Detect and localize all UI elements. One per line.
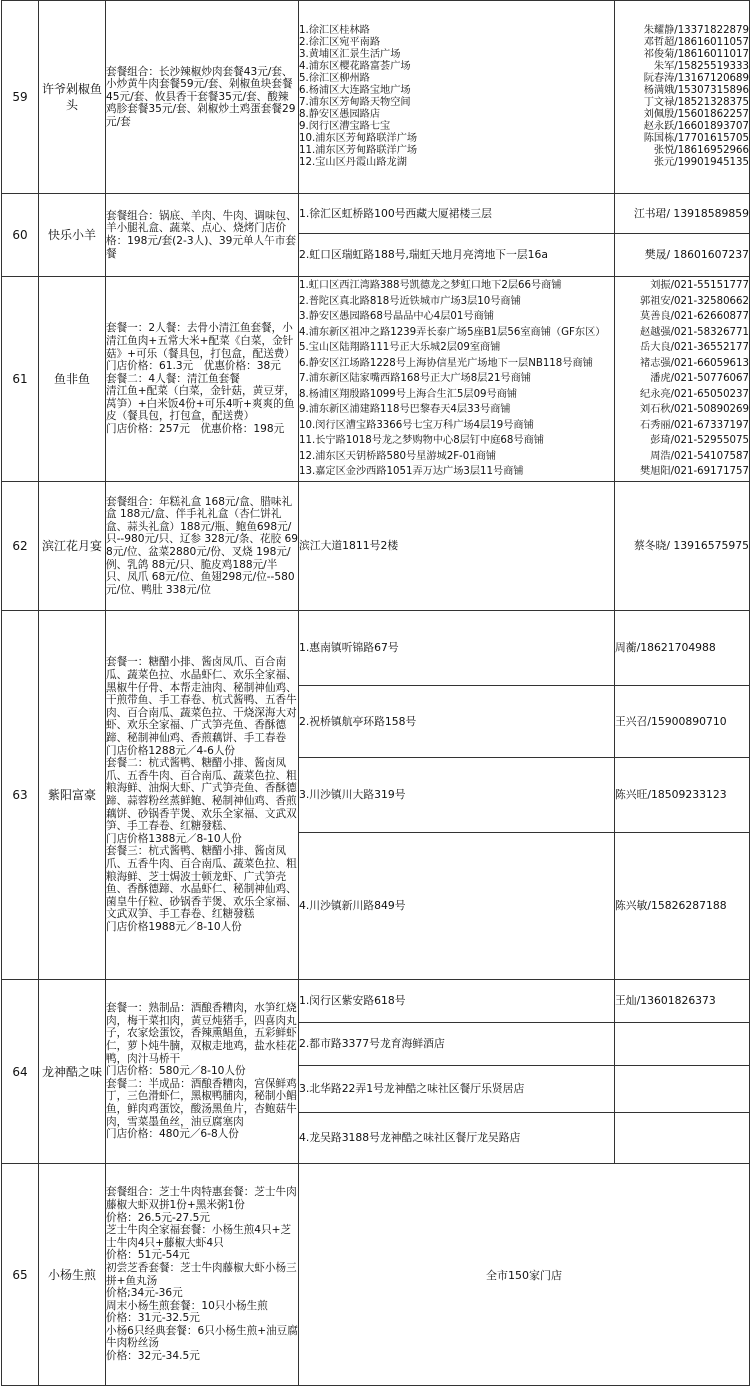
package-line: 周末小杨生煎套餐：10只小杨生煎 — [106, 1299, 268, 1312]
store-contact: 褚志强/021-66059613 — [640, 357, 749, 369]
store-contact: 王灿/13601826373 — [615, 980, 750, 1023]
store-contact — [615, 1113, 750, 1164]
package-description — [106, 1164, 299, 1386]
store-contact: 赵越强/021-58326771 — [640, 326, 749, 338]
store-address: 2.都市路3377号龙育海鲜酒店 — [299, 1023, 615, 1066]
package-line: 套餐一：2人餐：去骨小清江鱼套餐，小清江鱼肉+五常大米+配菜《白菜，金针菇》+可乐（餐具包，打包盒，配送费） — [106, 322, 295, 360]
package-description — [106, 611, 299, 980]
store-contact: 张悦/18616952966 — [653, 145, 749, 156]
package-line: 小杨6只经典套餐：6只小杨生煎+油豆腐牛肉粉丝汤 — [106, 1324, 298, 1350]
store-contact: 周蘅/18621704988 — [615, 611, 750, 686]
store-contact: 周浩/021-54107587 — [650, 450, 749, 462]
store-address: 6.静安区江场路1228号上海协信星光广场地下一层NB118号商铺 — [299, 357, 593, 369]
store-contact: 郭祖安/021-32580662 — [640, 295, 749, 307]
store-address: 7.浦东区芳甸路天物空间 — [299, 97, 411, 108]
store-contact: 江书珺/ 13918589859 — [615, 194, 750, 234]
table-row-60 — [2, 194, 750, 234]
store-address: 1.徐汇区桂林路 — [299, 25, 370, 36]
store-address: 5.宝山区陆翔路111号正大乐城2层09室商铺 — [299, 342, 501, 354]
store-address: 8.静安区愚园路店 — [299, 109, 381, 120]
store-contact: 岳大良/021-36552177 — [640, 342, 749, 354]
store-contact: 杨满娥/15307315896 — [643, 85, 749, 96]
row-number: 61 — [2, 277, 39, 482]
restaurant-name: 小杨生煎 — [39, 1164, 106, 1386]
restaurant-name: 鱼非鱼 — [39, 277, 106, 482]
store-address: 4.浦东区樱花路富荟广场 — [299, 61, 411, 72]
store-contact: 祁俊菊/18616011017 — [643, 49, 749, 60]
store-contact: 樊晟/ 18601607237 — [615, 234, 750, 277]
table-row-59 — [2, 1, 750, 194]
store-contact: 陈国栋/17701615705 — [643, 133, 749, 144]
store-contact: 蔡冬晓/ 13916575975 — [615, 482, 750, 611]
restaurant-name: 滨江花月宴 — [39, 482, 106, 611]
store-address: 6.杨浦区大连路宝地广场 — [299, 85, 411, 96]
package-line: 套餐组合：芝士牛肉特惠套餐：芝士牛肉藤椒大虾双拼1份+黑米粥1份 — [106, 1186, 297, 1211]
store-contact: 刘石秋/021-50890269 — [640, 404, 749, 416]
store-table — [1, 0, 750, 1386]
store-contact: 刘振/021-55151777 — [650, 280, 749, 292]
package-line: 门店价格：257元 优惠价格：198元 — [106, 423, 285, 436]
table-row-64 — [2, 980, 750, 1023]
package-line: 价格：32元-34.5元 — [106, 1350, 200, 1363]
store-address: 10.浦东区芳甸路联洋广场 — [299, 133, 418, 144]
row-number: 62 — [2, 482, 39, 611]
store-contact: 张元/19901945135 — [653, 157, 749, 168]
store-contact: 刘佩殷/15601862257 — [643, 109, 749, 120]
package-line: 套餐二：半成品：酒酿香糟肉，宫保鲜鸡丁，三色滑虾仁，黑椒鸭脯肉，秘制小鲳鱼，鲜肉鸡蛋饺，酸汤黑鱼片，杏鲍菇牛肉，雪菜墨鱼丝，油豆腐塞肉 — [106, 1077, 297, 1128]
package-line: 芝士牛肉全家福套餐：小杨生煎4只+芝士牛肉4只+藤椒大虾4只 — [106, 1224, 292, 1249]
store-contact: 石秀丽/021-67337197 — [640, 419, 749, 431]
store-address: 13.嘉定区金沙西路1051弄万达广场3层11号商铺 — [299, 466, 524, 478]
package-line: 套餐二：4人餐：清江鱼套餐 — [106, 372, 240, 385]
table-row-61 — [2, 277, 750, 482]
table-row-63 — [2, 611, 750, 686]
store-address: 3.川沙镇川大路319号 — [299, 758, 615, 833]
store-address: 2.徐汇区宛平南路 — [299, 37, 381, 48]
package-line: 门店价格：580元／8-10人份 — [106, 1065, 246, 1078]
store-contact — [615, 1023, 750, 1066]
store-address: 2.祝桥镇航亭环路158号 — [299, 686, 615, 758]
store-address-list — [299, 277, 615, 482]
package-line: 套餐三：杭式酱鸭、糖醋小排、酱卤凤爪、五香牛肉、百合南瓜、蔬菜色拉、粗粮海鲜、芝士焗波士顿龙虾、广式笋壳鱼、香酥德蹄、水晶虾仁、秘制神仙鸡、菌皇牛仔粒、砂锅香芋煲、欢乐全家福、文武双笋、手工春卷、红糖發糕 — [106, 845, 297, 921]
store-contact: 陈兴敏/15826287188 — [615, 833, 750, 980]
store-address: 滨江大道1811号2楼 — [299, 482, 615, 611]
restaurant-name: 快乐小羊 — [39, 194, 106, 277]
package-line: 门店价格1288元／4-6人份 — [106, 744, 236, 757]
package-line: 套餐一：糖醋小排、酱卤凤爪、百合南瓜、蔬菜色拉、水晶虾仁、欢乐全家福、黑椒牛仔骨、本帮走油肉、秘制神仙鸡、干煎带鱼、手工春卷、杭式酱鸭、五香牛肉、百合南瓜、蔬菜色拉、干烧深海大对虾、欢乐全家福、广式笋壳鱼、香酥德蹄、秘制神仙鸡、香煎藕饼、手工春卷 — [106, 656, 297, 745]
store-contact: 王兴召/15900890710 — [615, 686, 750, 758]
store-address: 10.闵行区漕宝路3366号七宝万科广场4层19号商铺 — [299, 419, 534, 431]
package-line: 价格：26.5元-27.5元 — [106, 1211, 210, 1224]
row-number: 63 — [2, 611, 39, 980]
package-line: 门店价格：480元／6-8人份 — [106, 1128, 239, 1141]
store-address: 8.杨浦区翔殷路1099号上海合生汇5层09号商铺 — [299, 388, 518, 400]
package-line: 门店价格1388元／8-10人份 — [106, 832, 242, 845]
store-address: 1.闵行区紫安路618号 — [299, 980, 615, 1023]
store-contact: 莫善良/021-62660877 — [640, 311, 749, 323]
store-address: 11.长宁路1018号龙之梦购物中心8层钉中庭68号商铺 — [299, 435, 544, 447]
store-summary: 全市150家门店 — [299, 1164, 750, 1386]
store-address: 1.徐汇区虹桥路100号西藏大厦裙楼三层 — [299, 194, 615, 234]
store-contact: 邓哲超/18616011057 — [643, 37, 749, 48]
store-contact: 陈兴旺/18509233123 — [615, 758, 750, 833]
store-contact: 赵永跃/16601893707 — [643, 121, 749, 132]
package-description: 套餐组合：年糕礼盒 168元/盒、腊味礼盒 188元/盒、伴手礼礼盒（杏仁饼礼盒、蒜头礼盒）188元/瓶、鲍鱼698元/只--980元/只、辽参 328元/条、花胶 698元/位、盆菜2880元/份、叉烧 198元/例、乳鸽 88元/只、脆皮鸡188元/半只、凤爪 68元/位、鱼翅298元/位--580元/位、鸭肚 338元/位 — [106, 482, 299, 611]
store-address: 1.虹口区西江湾路388号凯德龙之梦虹口地下2层66号商铺 — [299, 280, 562, 292]
store-address: 9.闵行区漕宝路七宝 — [299, 121, 391, 132]
package-line: 初尝芝香套餐：芝士牛肉藤椒大虾小杨三拼+鱼丸汤 — [106, 1261, 297, 1287]
package-line: 清江鱼+配菜（白菜，金针菇，黄豆芽，莴笋）+白米饭4份+可乐4听+爽爽的鱼皮（餐具包，打包盒，配送费） — [106, 385, 295, 423]
store-contact: 樊旭阳/021-69171757 — [640, 466, 749, 478]
store-address: 4.川沙镇新川路849号 — [299, 833, 615, 980]
package-line: 套餐二：杭式酱鸭、糖醋小排、酱卤凤爪、五香牛肉、百合南瓜、蔬菜色拉、粗粮海鲜、油焖大虾、广式笋壳鱼、香酥德蹄、蒜蓉粉丝蒸鲜鲍、秘制神仙鸡、香煎藕饼、砂锅香芋煲、欢乐全家福、文武双笋、手工春卷、红糖發糕、 — [106, 757, 297, 833]
package-line: 套餐一：熟制品：酒酿香糟肉，水笋红烧肉，梅干菜扣肉，黄豆炖猪手，四喜肉丸子，农家烩蛋饺，香辣熏鲳鱼，五彩鲜虾仁，萝卜炖牛腩，双椒走地鸡，盐水桂花鸭，肉汁马桥干 — [106, 1002, 297, 1065]
store-address: 2.普陀区真北路818号近铁城市广场3层10号商铺 — [299, 295, 521, 307]
store-address: 1.惠南镇听锦路67号 — [299, 611, 615, 686]
store-address: 12.宝山区丹霞山路龙湖 — [299, 157, 407, 168]
restaurant-name: 龙神酷之味 — [39, 980, 106, 1164]
package-description: 套餐组合：长沙辣椒炒肉套餐43元/套、小炒黄牛肉套餐59元/套、剁椒鱼块套餐45元/套、攸县香干套餐35元/套、酸辣鸡胗套餐35元/套、剁椒炒土鸡蛋套餐29元/套 — [106, 1, 299, 194]
package-description: 套餐组合：锅底、羊肉、牛肉、调味包、羊小腿礼盒、蔬菜、点心、烧烤门店价格：198元/套(2-3人)、39元单人午市套餐 — [106, 194, 299, 277]
store-contact — [615, 1066, 750, 1113]
store-contact: 彭琦/021-52955075 — [650, 435, 749, 447]
store-address: 12.浦东区天钥桥路580号星游城2F-01商铺 — [299, 450, 497, 462]
store-contact-list — [615, 277, 750, 482]
package-description — [106, 980, 299, 1164]
package-line: 门店价格：61.3元 优惠价格：38元 — [106, 360, 281, 373]
store-contact: 纪永亮/021-65050237 — [640, 388, 749, 400]
store-address-list — [299, 1, 615, 194]
row-number: 64 — [2, 980, 39, 1164]
store-address: 4.浦东新区祖冲之路1239弄长泰广场5座B1层56室商铺（GF东区） — [299, 326, 606, 338]
row-number: 65 — [2, 1164, 39, 1386]
store-address: 3.黄埔区汇景生活广场 — [299, 49, 401, 60]
table-row-62 — [2, 482, 750, 611]
store-contact: 朱军/15825519333 — [653, 61, 749, 72]
store-contact: 阮春涛/13167120689 — [643, 73, 749, 84]
restaurant-name: 紫阳富豪 — [39, 611, 106, 980]
store-contact: 潘虎/021-50776067 — [650, 373, 749, 385]
package-description — [106, 277, 299, 482]
store-address: 5.徐汇区柳州路 — [299, 73, 370, 84]
table-row-65 — [2, 1164, 750, 1386]
store-address: 4.龙吴路3188号龙神酷之味社区餐厅龙吴路店 — [299, 1113, 615, 1164]
store-contact: 丁文禄/18521328375 — [643, 97, 749, 108]
package-line: 门店价格1988元／8-10人份 — [106, 920, 242, 933]
row-number: 60 — [2, 194, 39, 277]
package-line: 价格;34元-36元 — [106, 1287, 183, 1300]
row-number: 59 — [2, 1, 39, 194]
store-contact: 朱耀静/13371822879 — [643, 25, 749, 36]
package-line: 价格：51元-54元 — [106, 1249, 190, 1262]
restaurant-name: 许爷剁椒鱼头 — [39, 1, 106, 194]
store-address: 11.浦东区芳甸路联洋广场 — [299, 145, 418, 156]
package-line: 价格：31元-32.5元 — [106, 1312, 200, 1325]
store-address: 7.浦东新区陆家嘴西路168号正大广场8层21号商铺 — [299, 373, 531, 385]
store-address: 9.浦东新区浦建路118号巴黎春天4层33号商铺 — [299, 404, 511, 416]
store-contact-list — [615, 1, 750, 194]
store-address: 2.虹口区瑞虹路188号,瑞虹天地月亮湾地下一层16a — [299, 234, 615, 277]
store-address: 3.北华路22弄1号龙神酷之味社区餐厅乐贤居店 — [299, 1066, 615, 1113]
store-address: 3.静安区愚园路68号晶品中心4层01号商铺 — [299, 311, 494, 323]
